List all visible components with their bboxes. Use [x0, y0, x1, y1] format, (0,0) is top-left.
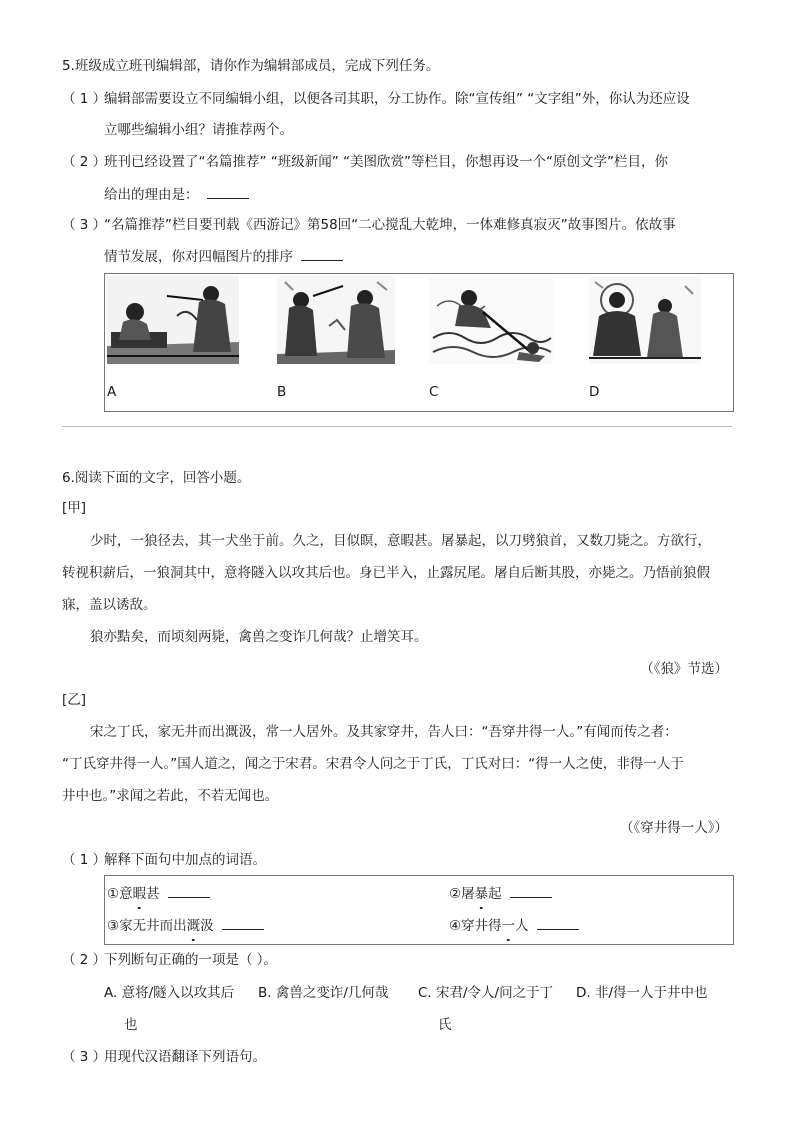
- definition-item-2: ②屠暴起: [449, 883, 552, 904]
- q5-sub3-number: （ 3 ）: [62, 217, 107, 233]
- q5-sub2-text-cont: [104, 184, 249, 205]
- passage-yi-line: 宋之丁氏，家无井而出溉汲，常一人居外。及其家穿井，告人曰：“吾穿井得一人。”有闻而传之者：: [90, 724, 678, 740]
- dotted-word: 暇: [132, 886, 147, 902]
- option-a[interactable]: A. 意将/隧入以攻其后: [104, 985, 235, 1001]
- answer-blank[interactable]: [510, 883, 552, 898]
- illustration-scene-a-icon: [107, 276, 239, 364]
- q5-sub3-text-cont: [104, 246, 343, 267]
- picture-label-c: C: [429, 384, 439, 400]
- definitions-box: [104, 875, 734, 945]
- option-c-cont: 氏: [438, 1017, 452, 1033]
- q5-sub3-text: “名篇推荐”栏目要刊载《西游记》第58回“二心搅乱大乾坤，一体难修真寂灭”故事图片。依故事: [104, 217, 676, 233]
- answer-blank[interactable]: [207, 184, 249, 199]
- q5-sub1-number: （ 1 ）: [62, 91, 107, 107]
- answer-blank[interactable]: [537, 915, 579, 930]
- illustration-scene-c-icon: [429, 276, 553, 364]
- q5-sub3-prompt: 情节发展，你对四幅图片的排序: [104, 249, 293, 265]
- illustration-scene-d-icon: [589, 276, 701, 364]
- illustration-scene-b-icon: [277, 276, 395, 364]
- dotted-word: 暴: [474, 886, 489, 902]
- option-a-cont: 也: [124, 1017, 138, 1033]
- q6-sub2-number: （ 2 ）: [62, 952, 107, 968]
- section-divider: [62, 426, 732, 427]
- q5-title: 5.班级成立班刊编辑部，请你作为编辑部成员，完成下列任务。: [62, 58, 440, 74]
- q6-title: 6.阅读下面的文字，回答小题。: [62, 470, 251, 486]
- q6-sub3-number: （ 3 ）: [62, 1049, 107, 1065]
- q5-sub2-text: 班刊已经设置了“名篇推荐” “班级新闻” “美图欣赏”等栏目，你想再设一个“原创文学”栏目，你: [104, 154, 669, 170]
- answer-blank[interactable]: [222, 915, 264, 930]
- answer-blank[interactable]: [301, 246, 343, 261]
- picture-label-b: B: [277, 384, 287, 400]
- definition-item-3: ③家无井而出溉汲: [107, 915, 264, 936]
- passage-yi-source: （《穿井得一人》）: [620, 820, 728, 836]
- passage-yi-line: 井中也。”求闻之若此，不若无闻也。: [62, 788, 279, 804]
- q6-sub1-text: 解释下面句中加点的词语。: [104, 852, 266, 868]
- passage-jia-line: 少时，一狼径去，其一犬坐于前。久之，目似瞑，意暇甚。屠暴起，以刀劈狼首，又数刀毙之。方欲行，: [90, 533, 711, 549]
- q5-sub2-number: （ 2 ）: [62, 154, 107, 170]
- option-d[interactable]: D. 非/得一人于井中也: [576, 985, 708, 1001]
- q5-sub1-text: 编辑部需要设立不同编辑小组，以便各司其职，分工协作。除“宣传组” “文字组”外，你认为还应设: [104, 91, 690, 107]
- answer-blank[interactable]: [168, 883, 210, 898]
- picture-label-d: D: [589, 384, 600, 400]
- q6-sub1-number: （ 1 ）: [62, 852, 107, 868]
- option-c[interactable]: C. 宋君/令人/问之于丁: [418, 985, 554, 1001]
- passage-jia-label: [甲]: [62, 500, 87, 516]
- passage-jia-line: 转视积薪后，一狼洞其中，意将隧入以攻其后也。身已半入，止露尻尾。屠自后断其股，亦毙之。乃悟前狼假: [62, 565, 710, 581]
- dotted-word: 一: [501, 918, 516, 934]
- definition-item-1: ①意暇甚: [107, 883, 210, 904]
- dotted-word: 溉: [186, 918, 201, 934]
- definition-item-4: ④穿井得一人: [449, 915, 579, 936]
- q6-sub2-text: 下列断句正确的一项是（ ）。: [104, 952, 278, 968]
- option-b[interactable]: B. 禽兽之变诈/几何哉: [258, 985, 389, 1001]
- passage-jia-line: 狼亦黠矣，而顷刻两毙，禽兽之变诈几何哉？止增笑耳。: [90, 629, 428, 645]
- story-pictures-box: [104, 273, 734, 412]
- q5-sub2-prompt: 给出的理由是：: [104, 187, 199, 203]
- passage-jia-source: （《狼》节选）: [640, 661, 728, 677]
- passage-jia-line: 寐，盖以诱敌。: [62, 597, 157, 613]
- q5-sub1-text-cont: 立哪些编辑小组？请推荐两个。: [104, 122, 293, 138]
- q6-sub3-text: 用现代汉语翻译下列语句。: [104, 1049, 266, 1065]
- passage-yi-label: [乙]: [62, 692, 87, 708]
- passage-yi-line: “丁氏穿井得一人。”国人道之，闻之于宋君。宋君令人问之于丁氏，丁氏对曰：“得一人之使，非得一人于: [62, 756, 684, 772]
- picture-label-a: A: [107, 384, 117, 400]
